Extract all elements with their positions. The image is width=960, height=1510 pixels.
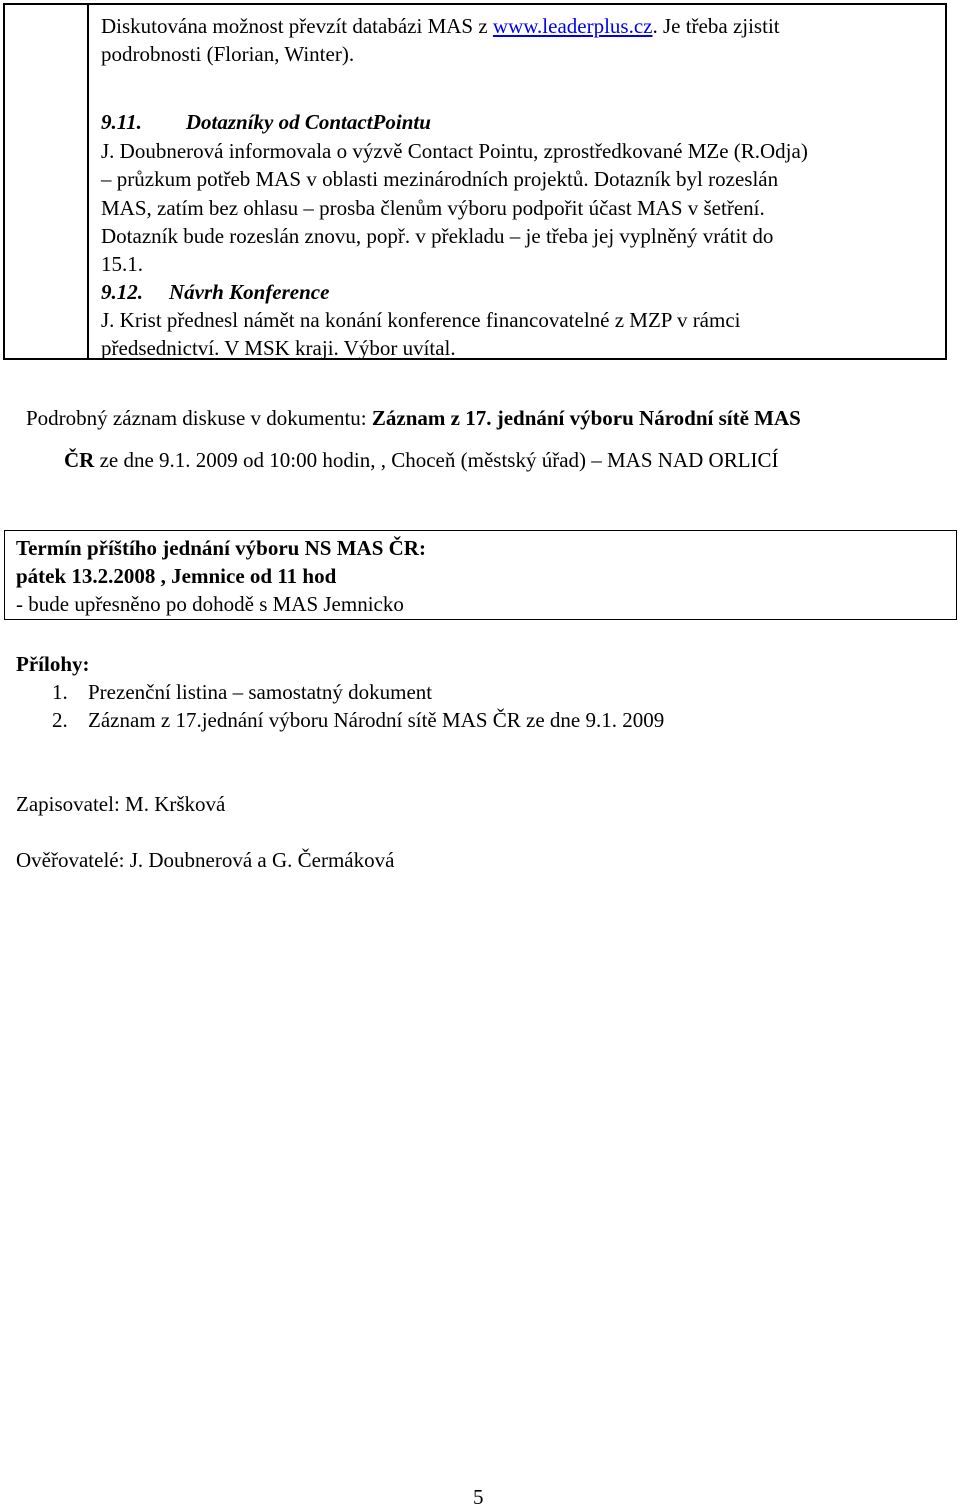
- record-reference-line-2: [64, 448, 779, 473]
- record-reference-text: Podrobný záznam diskuse v dokumentu:: [26, 406, 372, 430]
- record-reference-title: Záznam z 17. jednání výboru Národní sítě MAS: [371, 406, 801, 430]
- item-9-12-title: Návrh Konference: [169, 280, 330, 304]
- item-9-11-line-5: 15.1.: [101, 252, 143, 276]
- table-column-divider: [87, 3, 89, 360]
- attachment-number: 2.: [52, 708, 68, 732]
- next-meeting-date: pátek 13.2.2008 , Jemnice od 11 hod: [16, 564, 337, 588]
- item-9-11-line-4: Dotazník bude rozeslán znovu, popř. v překladu – je třeba jej vyplněný vrátit do: [101, 224, 774, 248]
- item-9-11-title: Dotazníky od ContactPointu: [185, 110, 431, 134]
- attachment-number: 1.: [52, 680, 68, 704]
- page-number: 5: [473, 1485, 484, 1509]
- attachment-item: [52, 680, 432, 705]
- record-reference-title-end: ČR: [64, 448, 95, 472]
- table-line-2: podrobnosti (Florian, Winter).: [101, 42, 355, 66]
- item-9-12-line-1: J. Krist přednesl námět na konání konference financovatelné z MZP v rámci: [101, 308, 741, 332]
- item-9-12-heading: [101, 280, 329, 305]
- next-meeting-note: - bude upřesněno po dohodě s MAS Jemnicko: [16, 592, 404, 616]
- attachment-text: Prezenční listina – samostatný dokument: [88, 680, 433, 704]
- verifiers-line: Ověřovatelé: J. Doubnerová a G. Čermáková: [16, 848, 395, 872]
- leaderplus-link[interactable]: www.leaderplus.cz: [492, 14, 653, 38]
- table-line-1-text: Diskutována možnost převzít databázi MAS z: [101, 14, 493, 38]
- record-reference-line-1: [26, 406, 801, 431]
- item-9-11-line-3: MAS, zatím bez ohlasu – prosba členům výboru podpořit účast MAS v šetření.: [101, 196, 765, 220]
- next-meeting-heading: Termín příštího jednání výboru NS MAS ČR:: [16, 536, 426, 560]
- attachment-text: Záznam z 17.jednání výboru Národní sítě MAS ČR ze dne 9.1. 2009: [88, 708, 665, 732]
- item-9-11-line-2: – průzkum potřeb MAS v oblasti mezinárodních projektů. Dotazník byl rozeslán: [101, 167, 779, 191]
- item-9-11-heading: [101, 110, 431, 135]
- item-9-12-number: 9.12.: [101, 280, 143, 304]
- table-line-1: [101, 14, 780, 39]
- record-reference-details: ze dne 9.1. 2009 od 10:00 hodin, , Choceň (městský úřad) – MAS NAD ORLICÍ: [94, 448, 779, 472]
- item-9-11-line-1: J. Doubnerová informovala o výzvě Contact Pointu, zprostředkované MZe (R.Odja): [101, 139, 808, 163]
- table-line-1-tail: . Je třeba zjistit: [652, 14, 780, 38]
- attachment-item: [52, 708, 664, 733]
- recorder-line: Zapisovatel: M. Kršková: [16, 792, 226, 816]
- attachments-heading: Přílohy:: [16, 652, 90, 676]
- item-9-12-line-2: předsednictví. V MSK kraji. Výbor uvítal.: [101, 336, 456, 360]
- item-9-11-number: 9.11.: [101, 110, 142, 134]
